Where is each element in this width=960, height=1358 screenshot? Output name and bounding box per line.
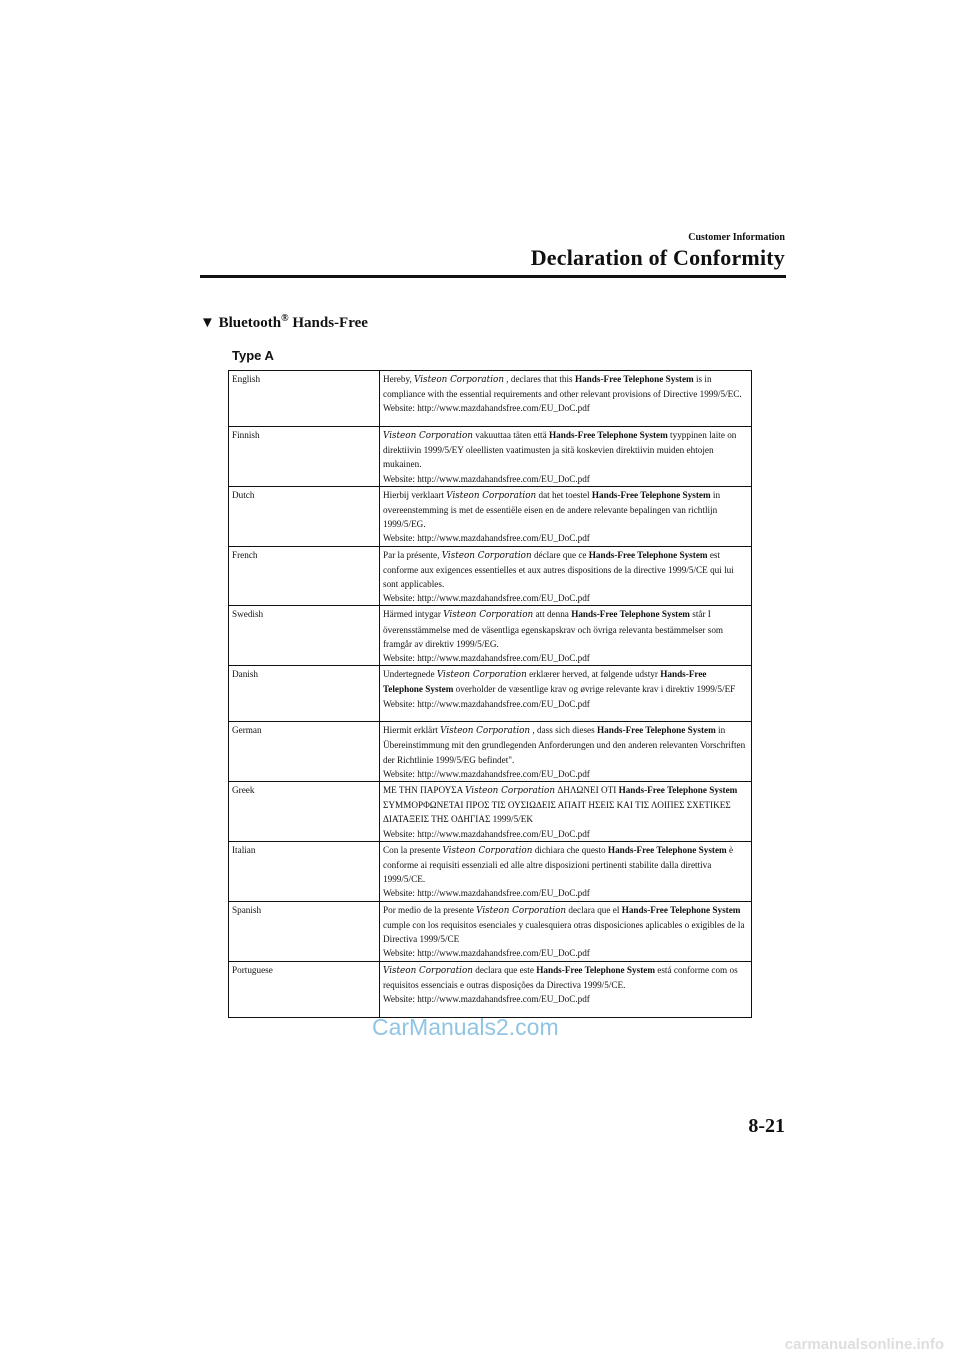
product-name: Hands-Free Telephone System (591, 489, 711, 500)
declaration-text: déclare que ce (531, 549, 589, 560)
page-title: Declaration of Conformity (530, 245, 785, 270)
declaration-text: in overeenstemming is met de essentiële eisen en de andere relevante bepalingen van richtlijn 1999/5/EG. (383, 489, 721, 530)
declaration-text: dat het toestel (536, 489, 592, 500)
language-cell: Italian (229, 841, 380, 901)
language-cell: Finnish (229, 427, 380, 487)
registered-mark: ® (281, 313, 289, 324)
website-text: Website: http://www.mazdahandsfree.com/EU_DoC.pdf (383, 403, 590, 414)
language-cell: Portuguese (229, 961, 380, 1017)
declaration-cell (380, 371, 752, 427)
table-row (229, 841, 752, 901)
company-name: Visteon Corporation (383, 431, 473, 441)
company-name: Visteon Corporation (436, 670, 527, 681)
product-name: Hands-Free Telephone System (571, 609, 690, 620)
company-name: Visteon Corporation (476, 905, 567, 916)
subsection-title-rest: Hands-Free (288, 315, 368, 331)
website-text: Website: http://www.mazdahandsfree.com/EU_DoC.pdf (383, 533, 590, 544)
declaration-text: står I överensstämmelse med de väsentliga egenskapskrav och övriga relevanta bestämmelser som framgår av direktiv 1999/5/EG. (383, 609, 724, 649)
declaration-text: è conforme ai requisiti essenziali ed alle altre disposizioni pertinenti stabilite dalla direttiva 1999/5/CE. (383, 844, 734, 885)
declaration-text: Por medio de la presente (383, 904, 477, 915)
declaration-cell (380, 666, 752, 722)
declaration-text: overholder de væsentlige krav og øvrige relevante krav i direktiv 1999/5/EF (453, 684, 736, 695)
company-name: Visteon Corporation (443, 610, 534, 621)
company-name: Visteon Corporation (446, 490, 537, 501)
website-text: Website: http://www.mazdahandsfree.com/EU_DoC.pdf (383, 828, 590, 839)
declaration-text: declara que el (566, 904, 622, 915)
declaration-text: vakuuttaa täten että (472, 430, 549, 440)
declaration-cell (380, 427, 752, 487)
declaration-text: Härmed intygar (383, 609, 444, 620)
website-text: Website: http://www.mazdahandsfree.com/EU_DoC.pdf (383, 698, 590, 709)
declaration-cell (380, 722, 752, 782)
declaration-text: declara que este (472, 964, 537, 975)
type-label: Type A (232, 348, 274, 363)
declaration-text: att denna (533, 609, 572, 620)
declaration-text: Hiermit erklärt (383, 725, 441, 736)
language-cell: Swedish (229, 606, 380, 666)
declaration-text: Undertegnede (383, 669, 437, 680)
website-text: Website: http://www.mazdahandsfree.com/EU_DoC.pdf (383, 948, 590, 959)
declaration-cell (380, 961, 752, 1017)
product-name: Hands-Free Telephone System (574, 374, 694, 384)
declaration-text: está conforme com os requisitos essenciais e outras disposições da Directiva 1999/5/CE. (383, 964, 738, 990)
declaration-text: Con la presente (383, 844, 443, 855)
declaration-cell (380, 486, 752, 546)
declaration-text: in Übereinstimmung mit den grundlegenden Anforderungen und den anderen relevanten Vorschriften der Richtlinie 1999/5/EG befindet". (383, 725, 746, 765)
declaration-cell (380, 546, 752, 606)
declaration-text: dichiara che questo (532, 844, 608, 855)
footer-watermark: carmanualsonline.info (784, 1336, 944, 1353)
table-row (229, 666, 752, 722)
declaration-text: ΜΕ ΤΗΝ ΠΑΡΟΥΣΑ (383, 785, 466, 796)
company-name: Visteon Corporation (441, 550, 532, 561)
declaration-cell (380, 901, 752, 961)
table-row (229, 782, 752, 842)
company-name: Visteon Corporation (465, 786, 556, 797)
language-cell: Greek (229, 782, 380, 842)
product-name: Hands-Free Telephone System (383, 669, 707, 695)
website-text: Website: http://www.mazdahandsfree.com/EU_DoC.pdf (383, 888, 590, 899)
language-cell: Spanish (229, 901, 380, 961)
table-row (229, 606, 752, 666)
declaration-text: is in compliance with the essential requirements and other relevant provisions of Directive 1999/5/EC. (383, 374, 742, 400)
product-name: Hands-Free Telephone System (607, 844, 727, 855)
subsection-heading (200, 313, 368, 332)
website-text: Website: http://www.mazdahandsfree.com/EU_DoC.pdf (383, 768, 590, 779)
language-cell: English (229, 371, 380, 427)
product-name: Hands-Free Telephone System (618, 785, 738, 796)
table-row (229, 546, 752, 606)
table-row (229, 901, 752, 961)
website-text: Website: http://www.mazdahandsfree.com/EU_DoC.pdf (383, 993, 590, 1004)
declaration-cell (380, 606, 752, 666)
declaration-text: Hierbij verklaart (383, 489, 447, 500)
declaration-table (228, 370, 752, 1018)
declaration-text: cumple con los requisitos esenciales y cualesquiera otras disposiciones aplicables o exigibles de la Directiva 1999/5/CE (383, 919, 745, 945)
product-name: Hands-Free Telephone System (596, 725, 716, 736)
declaration-cell (380, 782, 752, 842)
declaration-text: ΔΗΛΩΝΕΙ ΟΤΙ (555, 785, 619, 796)
table-row (229, 961, 752, 1017)
website-text: Website: http://www.mazdahandsfree.com/EU_DoC.pdf (383, 653, 590, 664)
table-row (229, 722, 752, 782)
table-row (229, 427, 752, 487)
section-label: Customer Information (688, 232, 785, 243)
watermark-logo[interactable]: CarManuals2.com (372, 1014, 559, 1040)
declaration-text: , dass sich dieses (530, 725, 597, 736)
company-name: Visteon Corporation (440, 726, 531, 737)
declaration-table-body (229, 371, 752, 1018)
declaration-text: Par la présente, (383, 549, 442, 560)
table-row (229, 486, 752, 546)
subsection-title: Bluetooth (218, 315, 282, 331)
language-cell: French (229, 546, 380, 606)
declaration-text: tyyppinen laite on direktiivin 1999/5/EY oleellisten vaatimusten ja sitä koskevien direktiivin muiden ehtojen mukainen. (383, 430, 737, 470)
page-header (531, 232, 785, 271)
header-divider (200, 275, 786, 278)
declaration-cell (380, 841, 752, 901)
company-name: Visteon Corporation (414, 375, 504, 385)
declaration-text: , declares that this (504, 374, 575, 384)
language-cell: Dutch (229, 486, 380, 546)
product-name: Hands-Free Telephone System (548, 430, 668, 440)
page-number: 8-21 (748, 1115, 785, 1137)
triangle-marker-icon: ▼ (200, 315, 215, 331)
declaration-text: ΣΥΜΜΟΡΦΩΝΕΤΑΙ ΠΡΟΣ ΤΙΣ ΟΥΣΙΩΔΕΙΣ ΑΠΑΙΤ ΗΣΕΙΣ ΚΑΙ ΤΙΣ ΛΟΙΠΕΣ ΣΧΕΤΙΚΕΣ ΔΙΑΤΑΞΕΙΣ ΤΗΣ ΟΔΗΓΙΑΣ 1999/5/ΕΚ (383, 800, 731, 825)
company-name: Visteon Corporation (442, 845, 533, 856)
declaration-text: est conforme aux exigences essentielles et aux autres dispositions de la directive 1999/5/CE qui lui sont applicables. (383, 549, 734, 590)
language-cell: German (229, 722, 380, 782)
declaration-text: erklærer herved, at følgende udstyr (526, 669, 661, 680)
declaration-text: Hereby, (383, 374, 415, 384)
language-cell: Danish (229, 666, 380, 722)
website-text: Website: http://www.mazdahandsfree.com/EU_DoC.pdf (383, 593, 590, 604)
product-name: Hands-Free Telephone System (536, 964, 655, 975)
table-row (229, 371, 752, 427)
product-name: Hands-Free Telephone System (588, 549, 708, 560)
product-name: Hands-Free Telephone System (621, 904, 741, 915)
company-name: Visteon Corporation (383, 965, 473, 976)
website-text: Website: http://www.mazdahandsfree.com/EU_DoC.pdf (383, 473, 590, 484)
